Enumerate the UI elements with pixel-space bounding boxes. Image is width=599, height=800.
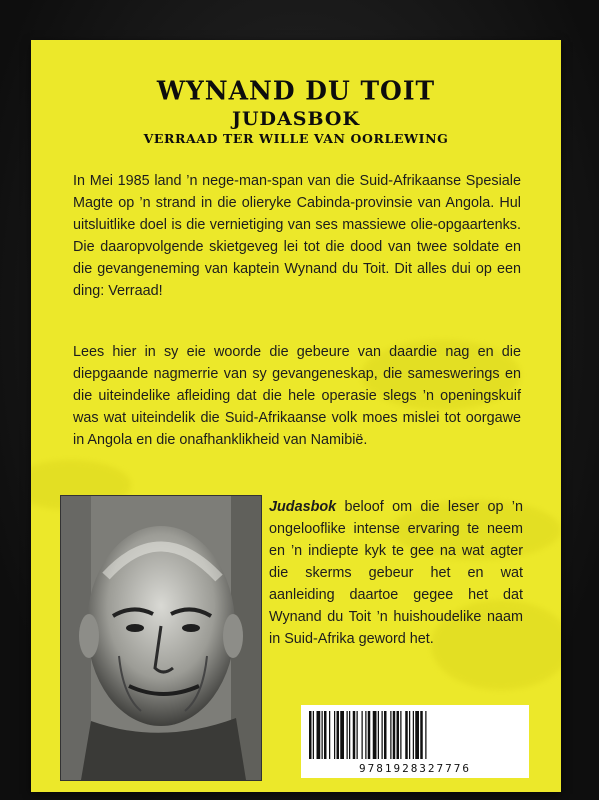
barcode-bar <box>405 711 408 759</box>
barcode-bar <box>378 711 379 759</box>
barcode-bar <box>357 711 358 759</box>
isbn-barcode <box>301 705 529 778</box>
barcode-bar <box>362 711 363 759</box>
blurb-text: beloof om die leser op ’n ongelooflike intense ervaring te neem en ’n indiepte kyk te gee na wat agter die skerms gebeur het en wat aanleiding daartoe gegee het dat Wynand du Toit ’n huishoudelike naam in Suid-Afrika geword het. <box>269 499 523 647</box>
barcode-bar <box>415 711 419 759</box>
barcode-bar <box>397 711 400 759</box>
portrait-illustration <box>61 496 261 780</box>
barcode-bar <box>390 711 391 759</box>
barcode-bar <box>313 711 314 759</box>
barcode-bar <box>373 711 377 759</box>
barcode-bar <box>324 711 327 759</box>
barcode-bar <box>393 711 396 759</box>
author-portrait <box>60 495 262 781</box>
barcode-bar <box>420 711 423 759</box>
synopsis-paragraph-1: In Mei 1985 land ’n nege-man-span van die Suid-Afrikaanse Spesiale Magte op ’n strand in die olieryke Cabinda-provinsie van Angola. Hul uitsluitlike doel is die vernietiging van ses massiewe olie-opgaartenks. Die daaropvolgende skietgeveg lei tot die dood van twee soldate en die gevangeneming van kaptein Wynand du Toit. Dit alles dui op een ding: Verraad! <box>73 173 521 299</box>
barcode-bar <box>382 711 383 759</box>
synopsis-paragraph-2: Lees hier in sy eie woorde die gebeure van daardie nag en die diepgaande nagmerrie van sy gevangeneskap, die sameswerings en die uiteindelike afleiding dat die hele operasie slegs ’n openingskuif was wat uiteindelik die Suid-Afrikaanse volk moes mislei tot oorgawe in Angola en die onafhanklikheid van Namibië. <box>73 344 521 448</box>
book-tagline: VERRAAD TER WILLE VAN OORLEWING <box>143 131 449 146</box>
book-title: JUDASBOK <box>232 108 360 130</box>
barcode-bar <box>340 711 344 759</box>
barcode-bar <box>322 711 323 759</box>
isbn-number: 9781928327776 <box>358 762 472 775</box>
barcode-bar <box>353 711 356 759</box>
blurb-book-title: Judasbok <box>269 499 337 515</box>
barcode-bar <box>365 711 366 759</box>
barcode-bar <box>413 711 414 759</box>
book-back-cover <box>31 40 561 792</box>
barcode-bar <box>309 711 312 759</box>
barcode-bars <box>309 711 521 759</box>
barcode-bar <box>347 711 348 759</box>
barcode-bar <box>329 711 330 759</box>
barcode-bar <box>317 711 321 759</box>
barcode-bar <box>349 711 350 759</box>
barcode-bar <box>334 711 335 759</box>
blurb-paragraph <box>269 496 523 650</box>
barcode-bar <box>425 711 426 759</box>
barcode-bar <box>384 711 387 759</box>
author-name: WYNAND DU TOIT <box>156 75 436 106</box>
barcode-bar <box>409 711 410 759</box>
barcode-bar <box>400 711 401 759</box>
barcode-bar <box>368 711 371 759</box>
barcode-bar <box>337 711 340 759</box>
